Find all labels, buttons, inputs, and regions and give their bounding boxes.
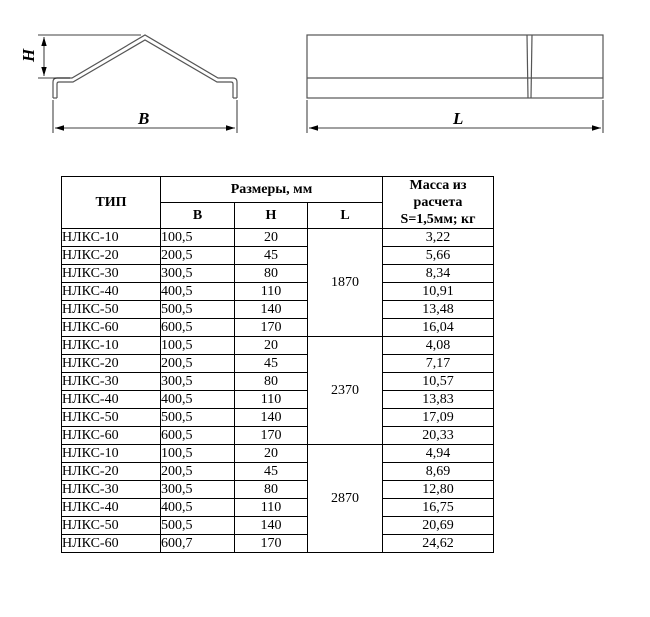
cell-mass: 4,08 — [383, 337, 494, 355]
cell-type: НЛКС-60 — [62, 319, 161, 337]
cell-h: 45 — [235, 247, 308, 265]
table-row — [62, 391, 494, 409]
cell-type: НЛКС-10 — [62, 445, 161, 463]
table-row — [62, 355, 494, 373]
cell-mass: 24,62 — [383, 535, 494, 553]
cell-mass: 16,75 — [383, 499, 494, 517]
cell-h: 20 — [235, 337, 308, 355]
cell-mass: 16,04 — [383, 319, 494, 337]
table-row — [62, 535, 494, 553]
cell-type: НЛКС-40 — [62, 499, 161, 517]
cell-type: НЛКС-40 — [62, 283, 161, 301]
cell-b: 100,5 — [161, 445, 235, 463]
cell-b: 100,5 — [161, 337, 235, 355]
table-row — [62, 229, 494, 247]
cell-mass: 4,94 — [383, 445, 494, 463]
header-mass-line2: расчета — [413, 195, 463, 210]
cell-type: НЛКС-30 — [62, 373, 161, 391]
cell-mass: 10,57 — [383, 373, 494, 391]
cell-b: 300,5 — [161, 481, 235, 499]
technical-drawing — [0, 0, 650, 170]
table-row — [62, 373, 494, 391]
cell-h: 20 — [235, 229, 308, 247]
cell-b: 300,5 — [161, 265, 235, 283]
cell-b: 500,5 — [161, 517, 235, 535]
cell-b: 200,5 — [161, 247, 235, 265]
cell-mass: 12,80 — [383, 481, 494, 499]
table-row — [62, 301, 494, 319]
cell-h: 110 — [235, 391, 308, 409]
cell-h: 80 — [235, 481, 308, 499]
cell-mass: 7,17 — [383, 355, 494, 373]
table-row — [62, 283, 494, 301]
cell-b: 500,5 — [161, 301, 235, 319]
cell-h: 140 — [235, 517, 308, 535]
table-row — [62, 445, 494, 463]
cell-b: 500,5 — [161, 409, 235, 427]
header-mass — [383, 177, 494, 229]
cell-type: НЛКС-20 — [62, 355, 161, 373]
cell-h: 45 — [235, 463, 308, 481]
cell-b: 100,5 — [161, 229, 235, 247]
cell-mass: 8,34 — [383, 265, 494, 283]
table-row — [62, 499, 494, 517]
cell-type: НЛКС-60 — [62, 427, 161, 445]
cell-mass: 17,09 — [383, 409, 494, 427]
cell-b: 400,5 — [161, 499, 235, 517]
table-row — [62, 517, 494, 535]
cell-mass: 10,91 — [383, 283, 494, 301]
table-row — [62, 409, 494, 427]
cell-type: НЛКС-40 — [62, 391, 161, 409]
header-h: H — [235, 203, 308, 229]
cell-type: НЛКС-20 — [62, 463, 161, 481]
length-label: L — [453, 109, 464, 128]
cell-type: НЛКС-30 — [62, 481, 161, 499]
table-row — [62, 337, 494, 355]
cell-type: НЛКС-10 — [62, 337, 161, 355]
table-row — [62, 247, 494, 265]
cell-h: 140 — [235, 409, 308, 427]
table-row — [62, 481, 494, 499]
cell-b: 200,5 — [161, 355, 235, 373]
cell-b: 600,5 — [161, 427, 235, 445]
header-b: B — [161, 203, 235, 229]
cell-type: НЛКС-50 — [62, 517, 161, 535]
height-label: H — [19, 48, 38, 62]
cell-h: 170 — [235, 535, 308, 553]
header-type: ТИП — [62, 177, 161, 229]
table-row — [62, 463, 494, 481]
cell-mass: 5,66 — [383, 247, 494, 265]
cell-h: 80 — [235, 265, 308, 283]
cell-b: 300,5 — [161, 373, 235, 391]
cell-mass: 8,69 — [383, 463, 494, 481]
cell-h: 110 — [235, 499, 308, 517]
cell-h: 45 — [235, 355, 308, 373]
header-mass-line1: Масса из — [409, 178, 467, 193]
header-l: L — [308, 203, 383, 229]
profile-cross-section — [53, 35, 237, 98]
profile-side-view — [307, 35, 603, 98]
cell-type: НЛКС-50 — [62, 409, 161, 427]
cell-mass: 13,83 — [383, 391, 494, 409]
cell-type: НЛКС-20 — [62, 247, 161, 265]
cell-l: 1870 — [308, 229, 383, 337]
cell-b: 200,5 — [161, 463, 235, 481]
cell-b: 400,5 — [161, 283, 235, 301]
cell-h: 140 — [235, 301, 308, 319]
cell-h: 80 — [235, 373, 308, 391]
cell-l: 2370 — [308, 337, 383, 445]
cell-h: 20 — [235, 445, 308, 463]
cell-type: НЛКС-60 — [62, 535, 161, 553]
cell-mass: 13,48 — [383, 301, 494, 319]
cell-h: 170 — [235, 427, 308, 445]
table-row — [62, 427, 494, 445]
cell-b: 400,5 — [161, 391, 235, 409]
height-dimension — [38, 35, 141, 78]
cell-mass: 20,33 — [383, 427, 494, 445]
cell-type: НЛКС-30 — [62, 265, 161, 283]
cell-h: 170 — [235, 319, 308, 337]
header-mass-line3: S=1,5мм; кг — [400, 212, 476, 227]
cell-mass: 3,22 — [383, 229, 494, 247]
cell-l: 2870 — [308, 445, 383, 553]
cell-b: 600,7 — [161, 535, 235, 553]
width-label: B — [138, 109, 150, 128]
table-row — [62, 265, 494, 283]
table-row — [62, 319, 494, 337]
cell-type: НЛКС-10 — [62, 229, 161, 247]
cell-type: НЛКС-50 — [62, 301, 161, 319]
cell-h: 110 — [235, 283, 308, 301]
cell-mass: 20,69 — [383, 517, 494, 535]
header-sizes: Размеры, мм — [161, 177, 383, 203]
cell-b: 600,5 — [161, 319, 235, 337]
specification-table — [61, 176, 494, 553]
